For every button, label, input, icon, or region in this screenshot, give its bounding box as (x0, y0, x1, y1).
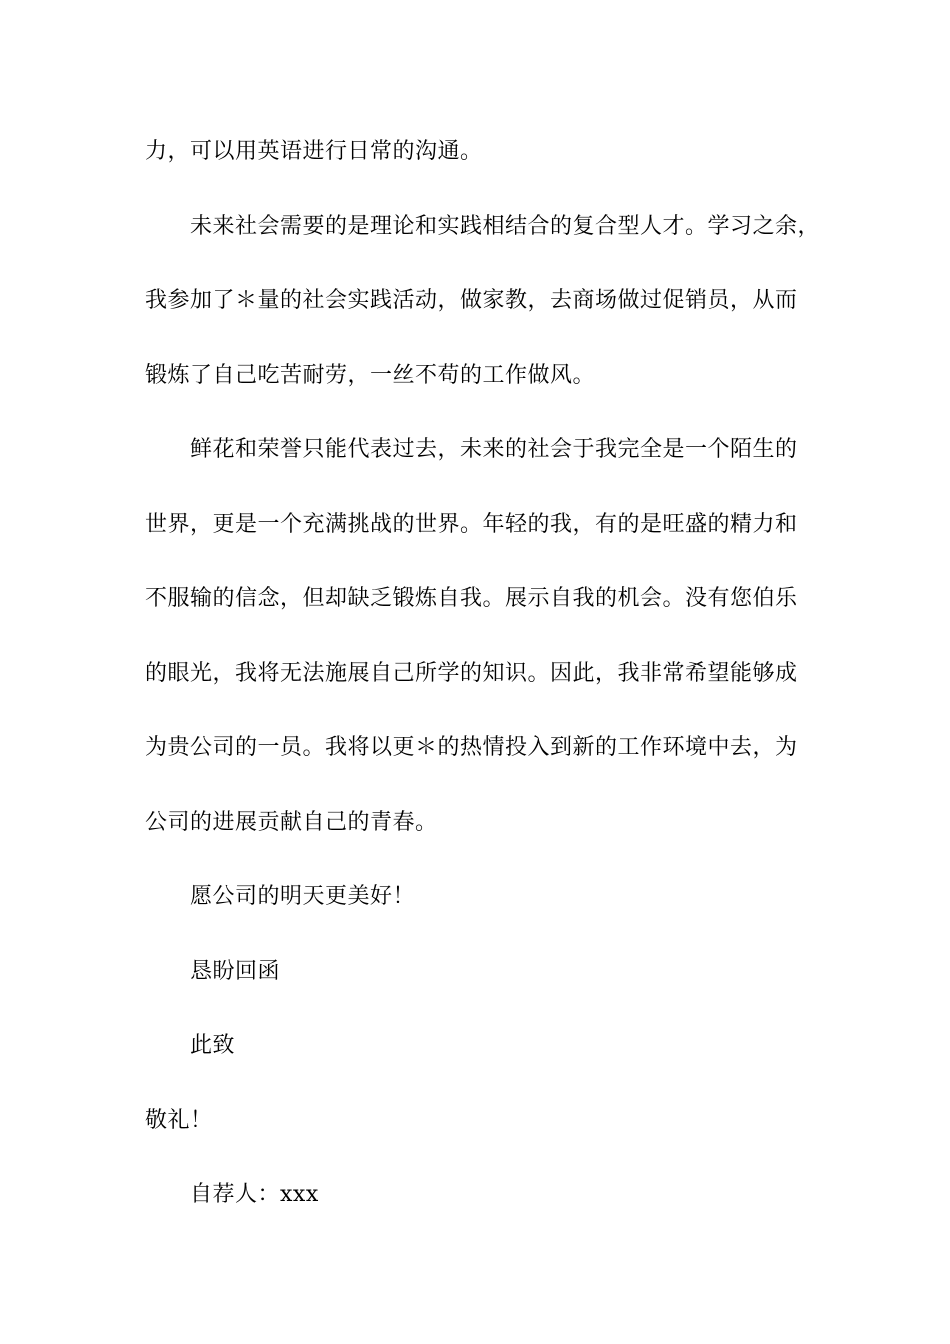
closing-salutation: 此致 (190, 1033, 236, 1058)
paragraph-line-4: 锻炼了自己吃苦耐劳，一丝不苟的工作做风。 (145, 363, 596, 388)
closing-regards: 敬礼！ (145, 1108, 213, 1133)
paragraph-line-2: 未来社会需要的是理论和实践相结合的复合型人才。学习之余， (190, 214, 821, 239)
paragraph-line-9: 为贵公司的一员。我将以更＊的热情投入到新的工作环境中去，为 (145, 735, 798, 760)
paragraph-line-3: 我参加了＊量的社会实践活动，做家教，去商场做过促销员，从而 (145, 288, 798, 313)
paragraph-line-10: 公司的进展贡献自己的青春。 (145, 810, 438, 835)
paragraph-line-6: 世界，更是一个充满挑战的世界。年轻的我，有的是旺盛的精力和 (145, 512, 798, 537)
paragraph-line-8: 的眼光，我将无法施展自己所学的知识。因此，我非常希望能够成 (145, 661, 798, 686)
paragraph-line-1: 力，可以用英语进行日常的沟通。 (145, 139, 483, 164)
signature-line: 自荐人：xxx (190, 1182, 319, 1207)
closing-wish: 愿公司的明天更美好！ (190, 884, 416, 909)
paragraph-line-7: 不服输的信念，但却缺乏锻炼自我。展示自我的机会。没有您伯乐 (145, 586, 798, 611)
closing-request: 恳盼回函 (190, 959, 281, 984)
paragraph-line-5: 鲜花和荣誉只能代表过去，未来的社会于我完全是一个陌生的 (190, 437, 798, 462)
